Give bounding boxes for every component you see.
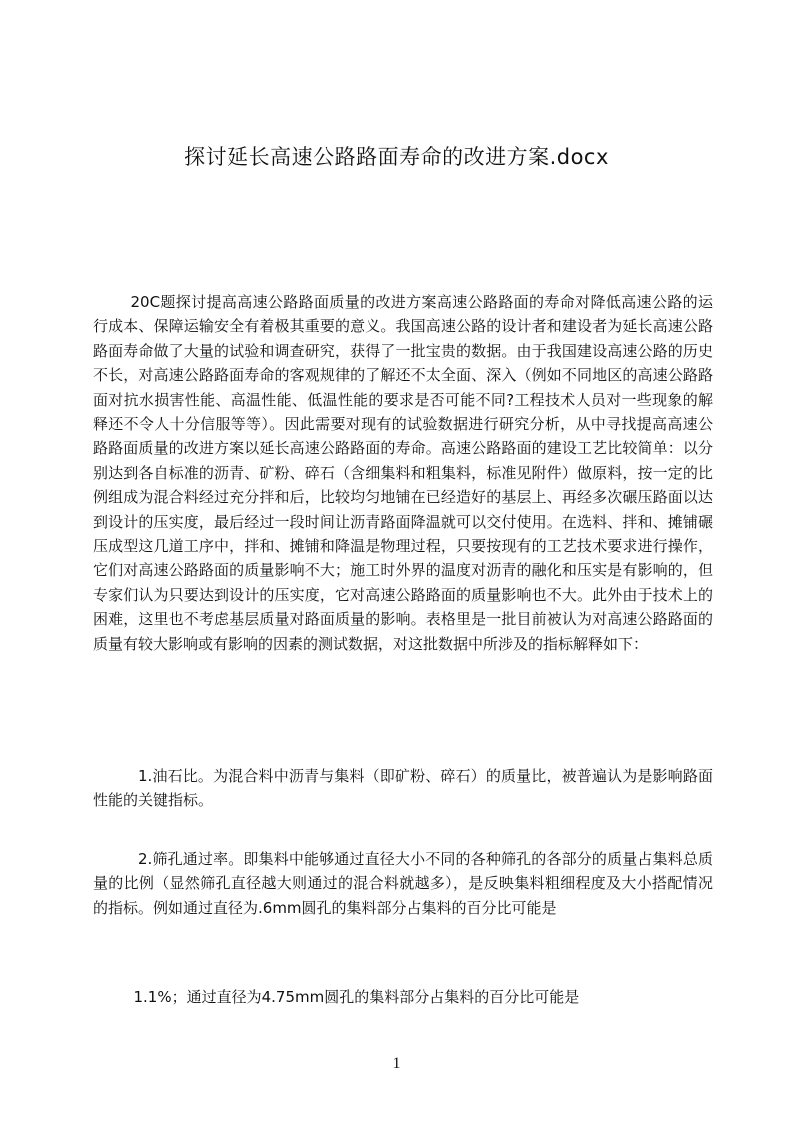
paragraph-sieve-example: 1.1%；通过直径为4.75mm圆孔的集料部分占集料的百分比可能是 xyxy=(133,988,580,1006)
page-number: 1 xyxy=(392,1055,401,1072)
paragraph-sieve-pass-rate: 2.筛孔通过率。即集料中能够通过直径大小不同的各种筛孔的各部分的质量占集料总质量的比例（显然筛孔直径越大则通过的混合料就越多），是反映集料粗细程度及大小搭配情况的指标。例如通过直径为.6mm圆孔的集料部分占集料的百分比可能是 xyxy=(93,850,713,917)
paragraph-oil-stone-ratio: 1.油石比。为混合料中沥青与集料（即矿粉、碎石）的质量比，被普遍认为是影响路面性能的关键指标。 xyxy=(93,767,713,810)
document-title: 探讨延长高速公路路面寿命的改进方案.docx xyxy=(184,145,609,169)
paragraph-introduction: 20C题探讨提高高速公路路面质量的改进方案高速公路路面的寿命对降低高速公路的运行成本、保障运输安全有着极其重要的意义。我国高速公路的设计者和建设者为延长高速公路路面寿命做了大量的试验和调查研究，获得了一批宝贵的数据。由于我国建设高速公路的历史不长，对高速公路路面寿命的客观规律的了解还不太全面、深入（例如不同地区的高速公路路面对抗水损害性能、高温性能、低温性能的要求是否可能不同?工程技术人员对一些现象的解释还不令人十分信服等等）。因此需要对现有的试验数据进行研究分析，从中寻找提高高速公路路面质量的改进方案以延长高速公路路面的寿命。高速公路路面的建设工艺比较简单：以分别达到各自标准的沥青、矿粉、碎石（含细集料和粗集料，标准见附件）做原料，按一定的比例组成为混合料经过充分拌和后，比较均匀地铺在已经造好的基层上、再经多次碾压路面以达到设计的压实度，最后经过一段时间让沥青路面降温就可以交付使用。在选料、拌和、摊铺碾压成型这几道工序中，拌和、摊铺和降温是物理过程，只要按现有的工艺技术要求进行操作，它们对高速公路路面的质量影响不大；施工时外界的温度对沥青的融化和压实是有影响的，但专家们认为只要达到设计的压实度，它对高速公路路面的质量影响也不大。此外由于技术上的困难，这里也不考虑基层质量对路面质量的影响。表格里是一批目前被认为对高速公路路面的质量有较大影响或有影响的因素的测试数据，对这批数据中所涉及的指标解释如下： xyxy=(93,293,713,653)
